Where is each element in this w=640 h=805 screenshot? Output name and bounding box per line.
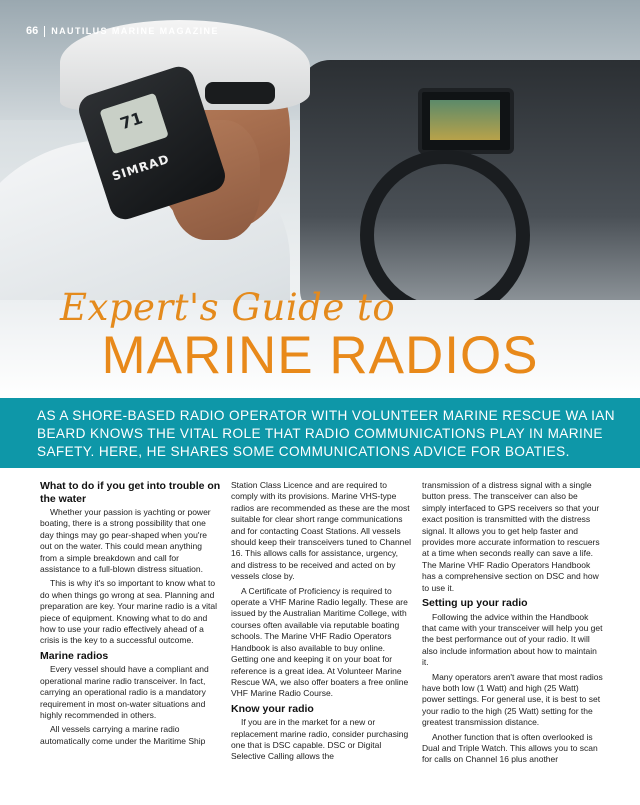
section-heading: Setting up your radio	[422, 597, 528, 610]
standfirst: AS A SHORE-BASED RADIO OPERATOR WITH VOLUNTEER MARINE RESCUE WA IAN BEARD KNOWS THE VITAL ROLE THAT RADIO COMMUNICATIONS PLAY IN MARINE SAFETY. HERE, HE SHARES SOME COMMUNICATIONS ADVICE FOR BOATIES.	[37, 408, 615, 459]
body-paragraph: Station Class Licence and are required to comply with its provisions. Marine VHS-type radios are recommended as these are the most suitable for clear short range communications and for contacting Coast Stations. All vessels should keep their transceivers tuned to Channel 16. This allows calls for assistance, urgency, and distress to be received and acted on by vessels close by.	[231, 480, 412, 582]
article-column-1	[40, 480, 221, 750]
header-divider	[44, 26, 45, 37]
radio-channel-number: 71	[117, 108, 145, 134]
body-paragraph: If you are in the market for a new or replacement marine radio, consider purchasing one that is DSC capable. DSC or Digital Selective Calling allows the	[231, 717, 409, 762]
chartplotter-screen	[418, 88, 514, 154]
standfirst-band	[0, 398, 640, 468]
body-paragraph: Many operators aren't aware that most radios have both low (1 Watt) and high (25 Watt) power settings. For general use, it is best to set your radio to the high (25 Watt) setting for the greatest transmission distance.	[422, 671, 603, 728]
article-column-3	[422, 480, 603, 769]
page-title: MARINE RADIOS	[101, 326, 539, 385]
section-heading: Marine radios	[40, 649, 109, 662]
sunglasses	[205, 82, 275, 104]
magazine-name: NAUTILUS MARINE MAGAZINE	[51, 26, 219, 36]
running-header	[26, 24, 219, 38]
section-heading: Know your radio	[231, 702, 314, 715]
script-title: Expert's Guide to	[60, 286, 396, 329]
radio-brand-label: SIMRAD	[110, 151, 172, 184]
body-paragraph: Every vessel should have a compliant and operational marine radio transceiver. In fact, carrying an operational radio is a mandatory requirement in most on-water situations and highly recommended in others.	[40, 664, 209, 720]
article-body	[40, 480, 612, 798]
article-column-2	[231, 480, 412, 766]
page-number: 66	[26, 25, 39, 37]
body-paragraph: This is why it's so important to know what to do when things go wrong at sea. Planning and preparation are key. Your marine radio is a vital piece of equipment. Knowing what to do and how to use your radio effectively ahead of a crisis is the key to a successful outcome.	[40, 578, 218, 646]
body-paragraph: Following the advice within the Handbook that came with your transceiver will help you get the best performance out of your radio. It will also include information about how to maintain it.	[422, 611, 603, 668]
body-paragraph: Whether your passion is yachting or power boating, there is a strong possibility that one day things may go pear-shaped when you're out on the water. This could mean anything from a simple breakdown and call for assistance to a full-blown distress situation.	[40, 507, 211, 575]
body-paragraph: All vessels carrying a marine radio automatically come under the Maritime Ship	[40, 724, 206, 746]
body-paragraph: transmission of a distress signal with a single button press. The transceiver can also be simply interfaced to GPS receivers so that your exact position is transmitted with the distress signal. It allows you to get help faster and provides more accurate information to rescuers at a time when seconds really can save a life. The Marine VHF Radio Operators Handbook has a comprehensive section on DSC and how to use it.	[422, 480, 600, 593]
body-paragraph: A Certificate of Proficiency is required to operate a VHF Marine Radio legally. These are issued by the Australian Maritime College, with courses often available via reputable boating schools. The Marine VHF Radio Operators Handbook is also available to buy online. Getting one and keeping it on your boat for reference is a great idea. At Volunteer Marine Rescue WA, we also offer boaters a free online VHF Marine Radio Course.	[231, 585, 409, 699]
section-heading: What to do if you get into trouble on the water	[40, 480, 221, 505]
body-paragraph: Another function that is often overlooked is Dual and Triple Watch. This allows you to scan for calls on Channel 16 plus another	[422, 731, 598, 765]
radio-screen	[99, 93, 168, 155]
